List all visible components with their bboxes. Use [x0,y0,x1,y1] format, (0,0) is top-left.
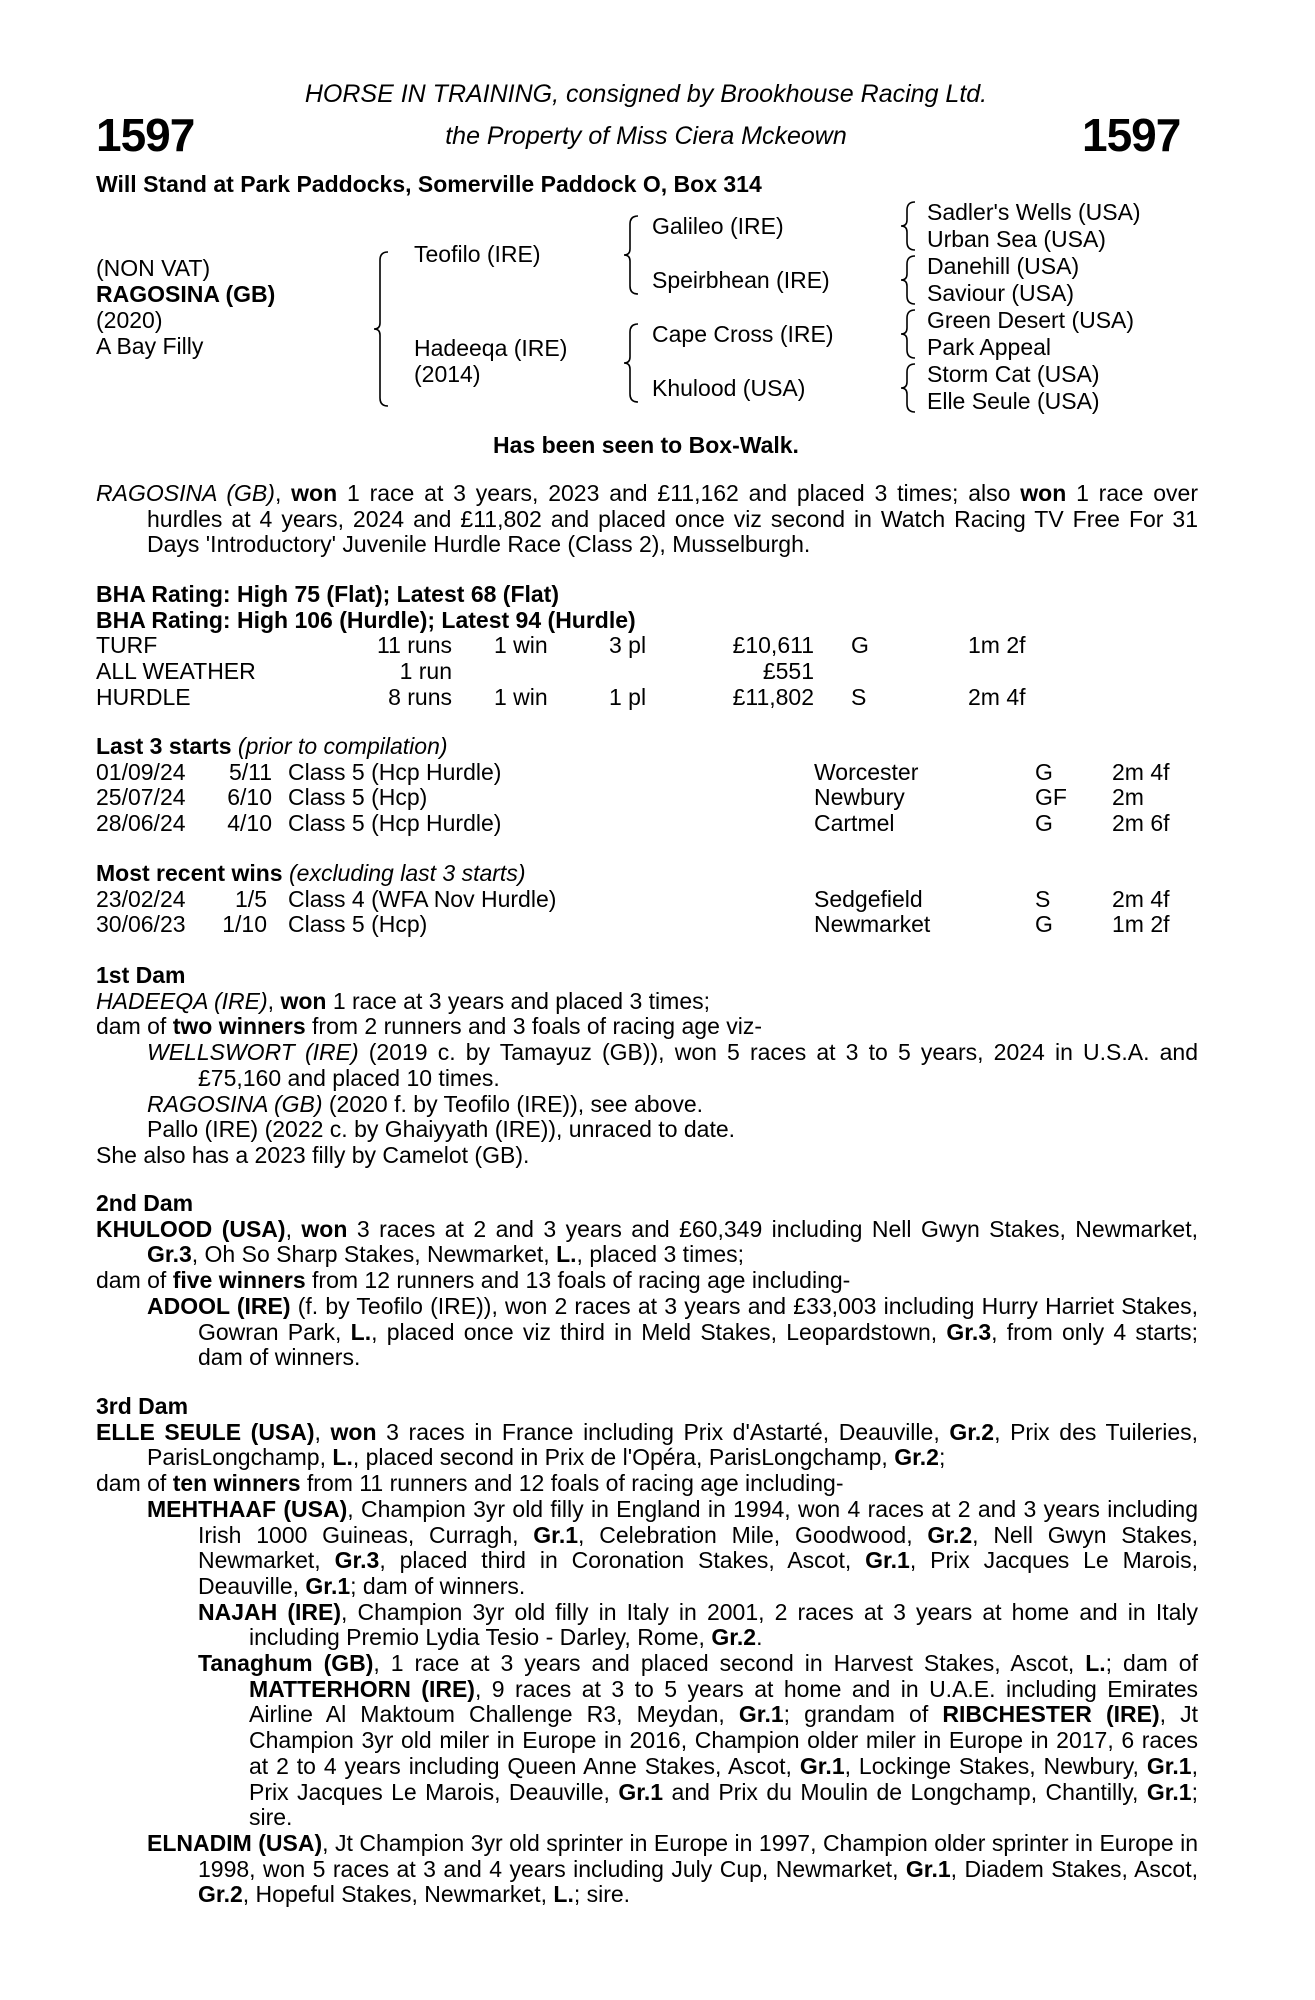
bold-text: Gr.2 [894,1444,939,1471]
record-row [96,685,1198,711]
paragraph [96,1268,1198,1294]
distance: 2m 6f [1112,810,1170,837]
pedigree-braces [0,0,1315,430]
bold-text: won [301,1215,348,1242]
text-run: , Prix Jacques Le Marois, Deauville, [249,1752,1198,1805]
race: Class 5 (Hcp) [288,784,428,811]
race: Class 5 (Hcp) [288,911,428,938]
text-run: dam of [96,1267,173,1294]
position: 5/11 [228,758,272,785]
last-starts [96,734,1198,837]
text-run: , Celebration Mile, Goodwood, [578,1521,928,1548]
text-run: , Prix Jacques Le Marois, Deauville, [198,1547,1198,1599]
bold-text: L. [1085,1650,1106,1677]
race-summary [96,481,1198,558]
paragraph [96,1117,1198,1143]
brace [901,256,915,304]
course: Sedgefield [814,885,923,912]
dam-sire: Cape Cross (IRE) [652,321,834,347]
bold-text: Gr.1 [865,1547,910,1574]
paragraph [96,1420,1198,1471]
bold-text: Gr.1 [1146,1752,1192,1779]
ancestor-gen3: Sadler's Wells (USA) [927,199,1141,225]
text-run: , 1 race at 3 years and placed second in Harvest Stakes, Ascot, [373,1650,1086,1677]
first-dam-section [96,963,1198,1169]
prize: £10,611 [732,632,814,659]
bold-text: Gr.2 [711,1624,757,1651]
third-dam-section [96,1394,1198,1908]
paragraph [96,1294,1198,1371]
wins: 1 win [494,632,548,659]
text-run: and Prix du Moulin de Longchamp, Chantilly, [663,1778,1147,1805]
sire: Teofilo (IRE) [414,241,541,267]
text-run: , [274,480,292,506]
date: 28/06/24 [96,810,186,837]
text-run: 1 race over hurdles at 4 years, 2024 and £11,802 and placed once viz second in Watch Racing TV Free For 31 Days 'Introductory' Juvenile Hurdle Race (Class 2), Musselburgh. [147,480,1198,558]
runs: 11 runs [376,632,452,659]
text-run: , [267,987,281,1014]
owner-line: the Property of Miss Ciera Mckeown [445,122,847,150]
wins: 1 win [494,683,548,710]
distance: 2m 4f [1112,885,1170,912]
text-run: , Nell Gwyn Stakes, Newmarket, [198,1521,1199,1574]
location-line: Will Stand at Park Paddocks, Somerville Paddock O, Box 314 [96,171,762,197]
bold-text: Tanaghum (GB) [198,1650,374,1677]
text-run: Pallo (IRE) (2022 c. by Ghaiyyath (IRE)), unraced to date. [147,1116,736,1143]
ancestor-gen3: Danehill (USA) [927,253,1080,279]
text-run: , 9 races at 3 to 5 years at home and in U.A.E. including Emirates Airline Al Maktoum Challenge R3, Meydan, [249,1675,1198,1728]
distance: 2m 4f [968,683,1026,710]
surface: HURDLE [96,683,191,710]
paragraph [96,1143,1198,1169]
paragraph [96,1217,1198,1268]
position: 4/10 [227,810,272,837]
text-run: , [314,1418,331,1445]
bold-text: NAJAH (IRE) [198,1598,341,1625]
bold-text: L. [553,1881,574,1908]
bold-text: Gr.1 [1146,1778,1192,1805]
text-run: ; sire. [249,1778,1198,1831]
dam-heading: 2nd Dam [96,1190,194,1216]
text-run: from 12 runners and 13 foals of racing age including- [305,1267,851,1294]
text-run: 3 races at 2 and 3 years and £60,349 including Nell Gwyn Stakes, Newmarket, [347,1215,1198,1242]
distance: 2m [1112,784,1144,811]
going: S [851,683,867,710]
vat-status: (NON VAT) [96,255,211,281]
granddam: Speirbhean (IRE) [652,267,830,293]
record-row [96,659,1198,685]
bold-text: Gr.3 [147,1241,192,1268]
text-run: ; grandam of [783,1701,943,1728]
paragraph [96,1471,1198,1497]
bold-text: ten winners [172,1470,301,1497]
ancestor-gen3: Urban Sea (USA) [927,226,1106,252]
bold-text: Gr.2 [927,1521,973,1548]
bold-text: MEHTHAAF (USA) [147,1495,348,1522]
text-run: from 2 runners and 3 foals of racing age viz- [305,1013,763,1040]
going: G [1035,758,1053,785]
paragraph [96,1092,1198,1118]
paragraph [96,1497,1198,1600]
recent-wins-note: (excluding last 3 starts) [289,860,526,886]
bold-text: Gr.1 [618,1778,664,1805]
text-run: ; dam of winners. [350,1572,526,1599]
brace [624,324,638,402]
bold-text: L. [350,1318,372,1345]
text-run: 1 race at 3 years and placed 3 times; [326,987,710,1014]
italic-name: RAGOSINA (GB) [96,480,275,506]
paragraph [96,1831,1198,1908]
text-run: ; sire. [573,1881,631,1908]
text-run: , Diadem Stakes, Ascot, [950,1855,1198,1882]
text-run: ; [938,1444,946,1471]
text-run: from 11 runners and 12 foals of racing age including- [300,1470,844,1497]
paragraph [96,1600,1198,1651]
surface: ALL WEATHER [96,658,256,685]
dam-heading: 3rd Dam [96,1393,189,1419]
distance: 2m 4f [1112,758,1170,785]
distance: 1m 2f [968,632,1026,659]
race-record-table [96,633,1198,710]
placed: 1 pl [609,683,647,710]
start-row [96,760,1198,786]
race: Class 5 (Hcp Hurdle) [288,810,502,837]
text-run: , Oh So Sharp Stakes, Newmarket, [191,1241,557,1268]
bold-text: Gr.2 [198,1881,243,1908]
position: 1/10 [222,911,267,938]
recent-wins-title: Most recent wins [96,860,283,886]
text-run: , placed third in Coronation Stakes, Ascot, [379,1547,866,1574]
horse-year: (2020) [96,307,163,333]
dam-dam: Khulood (USA) [652,375,806,401]
bold-text: MATTERHORN (IRE) [249,1675,475,1702]
dam-year: (2014) [414,361,481,387]
course: Worcester [814,758,919,785]
ancestor-gen3: Elle Seule (USA) [927,388,1100,414]
text-run: , Jt Champion 3yr old miler in Europe in 2016, Champion older miler in Europe in 2017, 6 races at 2 to 4 years including Queen Anne Stakes, Ascot, [249,1701,1198,1779]
text-run: , [285,1215,302,1242]
placed: 3 pl [609,632,647,659]
runs: 1 run [399,658,452,685]
text-run: (f. by Teofilo (IRE)), won 2 races at 3 years and £33,003 including Hurry Harriet Stakes, Gowran Park, [198,1292,1198,1345]
last-starts-title: Last 3 starts [96,733,232,759]
ancestor-gen3: Saviour (USA) [927,280,1074,306]
italic-name: HADEEQA (IRE) [96,987,268,1014]
going: S [1035,885,1051,912]
race: Class 5 (Hcp Hurdle) [288,758,502,785]
course: Newbury [814,784,905,811]
bold-text: won [330,1418,377,1445]
ancestor-gen3: Park Appeal [927,334,1052,360]
second-dam-section [96,1191,1198,1371]
bold-text: Gr.1 [305,1572,351,1599]
going: G [1035,911,1053,938]
consignor-line: HORSE IN TRAINING, consigned by Brookhouse Racing Ltd. [304,80,988,108]
italic-name: RAGOSINA (GB) [147,1090,323,1117]
brace [901,310,915,358]
ancestor-gen3: Storm Cat (USA) [927,361,1100,387]
dam: Hadeeqa (IRE) [414,335,568,361]
bold-text: won [1020,480,1067,506]
text-run: , placed once viz third in Meld Stakes, Leopardstown, [371,1318,947,1345]
text-run: , Champion 3yr old filly in Italy in 2001, 2 races at 3 years at home and in Italy including Premio Lydia Tesio - Darley, Rome, [249,1598,1198,1651]
bold-text: won [291,480,338,506]
going: G [1035,810,1053,837]
race: Class 4 (WFA Nov Hurdle) [288,885,557,912]
text-run: 3 races in France including Prix d'Astarté, Deauville, [376,1418,950,1445]
text-run: (2020 f. by Teofilo (IRE)), see above. [322,1090,704,1117]
record-row [96,633,1198,659]
date: 30/06/23 [96,911,186,938]
text-run: , Hopeful Stakes, Newmarket, [242,1881,554,1908]
bold-text: KHULOOD (USA) [96,1215,286,1242]
rating-hurdle: BHA Rating: High 106 (Hurdle); Latest 94 (Hurdle) [96,606,636,633]
horse-description: A Bay Filly [96,333,204,359]
recent-wins [96,861,1198,938]
text-run: , Champion 3yr old filly in England in 1994, won 4 races at 2 and 3 years including Irish 1000 Guineas, Curragh, [198,1495,1198,1548]
bold-text: ELNADIM (USA) [147,1829,323,1856]
italic-name: WELLSWORT (IRE) [147,1039,359,1066]
text-run: . [756,1624,763,1651]
bold-text: Gr.1 [738,1701,784,1728]
paragraph [96,1040,1198,1091]
bold-text: Gr.1 [533,1521,579,1548]
going: G [851,632,869,659]
rating-flat: BHA Rating: High 75 (Flat); Latest 68 (Flat) [96,581,559,607]
bold-text: Gr.3 [334,1547,380,1574]
box-walk-note: Has been seen to Box-Walk. [493,432,799,458]
text-run: ; dam of [1105,1650,1198,1677]
text-run: , Jt Champion 3yr old sprinter in Europe in 1997, Champion older sprinter in Europe in 1998, won 5 races at 3 and 4 years including July Cup, Newmarket, [198,1829,1198,1882]
dam-heading: 1st Dam [96,962,186,988]
lot-number-right: 1597 [1082,109,1181,161]
date: 01/09/24 [96,758,186,785]
bold-text: ADOOL (IRE) [147,1292,291,1319]
horse-name: RAGOSINA (GB) [96,281,276,307]
text-run: dam of [96,1470,173,1497]
start-row [96,785,1198,811]
start-row [96,811,1198,837]
course: Newmarket [814,911,931,938]
position: 6/10 [227,784,272,811]
prize: £551 [762,658,814,685]
bold-text: won [280,987,327,1014]
date: 23/02/24 [96,885,186,912]
surface: TURF [96,632,158,659]
text-run: , from only 4 starts; dam of winners. [198,1318,1199,1371]
paragraph [96,989,1198,1015]
position: 1/5 [235,885,267,912]
runs: 8 runs [388,683,452,710]
bold-text: Gr.3 [946,1318,992,1345]
going: GF [1035,784,1067,811]
lot-number-left: 1597 [96,109,195,161]
text-run: , placed 3 times; [576,1241,745,1268]
distance: 1m 2f [1112,911,1170,938]
text-run: (2019 c. by Tamayuz (GB)), won 5 races at 3 to 5 years, 2024 in U.S.A. and £75,160 and placed 10 times. [198,1039,1198,1091]
start-row [96,887,1198,913]
grandsire: Galileo (IRE) [652,213,784,239]
paragraph [96,1651,1198,1831]
paragraph [96,481,1198,558]
ratings-block [96,582,1198,710]
course: Cartmel [814,810,895,837]
text-run: dam of [96,1013,173,1040]
text-run: , Lockinge Stakes, Newbury, [844,1752,1147,1779]
last-starts-note: (prior to compilation) [237,733,448,759]
bold-text: ELLE SEULE (USA) [96,1418,315,1445]
paragraph [96,1014,1198,1040]
text-run: , placed second in Prix de l'Opéra, ParisLongchamp, [352,1444,895,1471]
bold-text: Gr.1 [905,1855,951,1882]
text-run: 1 race at 3 years, 2023 and £11,162 and placed 3 times; also [337,480,1021,506]
bold-text: L. [556,1241,577,1268]
brace [901,202,915,250]
text-run: , Prix des Tuileries, ParisLongchamp, [147,1418,1198,1471]
brace [901,364,915,412]
bold-text: five winners [172,1267,306,1294]
bold-text: Gr.2 [949,1418,995,1445]
prize: £11,802 [732,683,814,710]
bold-text: RIBCHESTER (IRE) [942,1701,1160,1728]
bold-text: two winners [172,1013,306,1040]
bold-text: L. [332,1444,353,1471]
ancestor-gen3: Green Desert (USA) [927,307,1135,333]
text-run: She also has a 2023 filly by Camelot (GB). [96,1141,530,1168]
brace [624,216,638,294]
start-row [96,912,1198,938]
brace [374,252,388,406]
date: 25/07/24 [96,784,186,811]
bold-text: Gr.1 [799,1752,845,1779]
